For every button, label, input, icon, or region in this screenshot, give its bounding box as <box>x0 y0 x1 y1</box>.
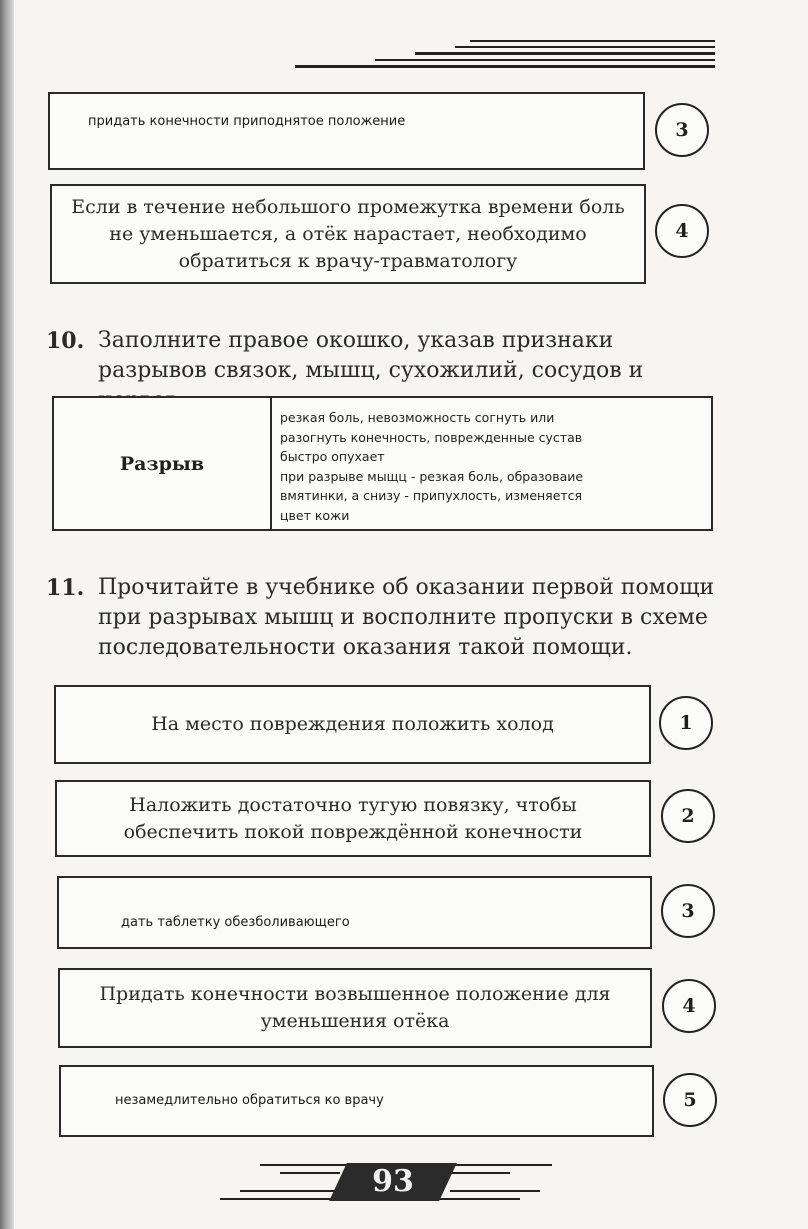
answer-line: при разрыве мыщц - резкая боль, образоваие <box>280 468 584 484</box>
page-number: 93 <box>372 1164 414 1199</box>
answer-line: разогнуть конечность, поврежденные сустав <box>280 429 583 445</box>
step-box-4 <box>58 968 652 1048</box>
step-number-circle: 3 <box>661 884 715 938</box>
answer-cell[interactable] <box>271 397 712 530</box>
step-box-4-top <box>50 184 646 284</box>
header-decoration <box>295 36 715 70</box>
step-box-1 <box>54 685 651 764</box>
step-text: Придать конечности возвышенное положение для уменьшения отёка <box>99 983 611 1032</box>
answer-text: незамедлительно обратиться ко врачу <box>115 1093 384 1108</box>
task-text: Заполните правое окошко, указав признаки разрывов связок, мышц, сухожилий, сосудов и <box>98 328 644 383</box>
page-edge-shadow <box>0 0 14 1229</box>
answer-line: цвет кожи <box>280 507 350 523</box>
step-number-circle: 1 <box>659 696 713 750</box>
step-number-circle: 4 <box>655 204 709 258</box>
task-10 <box>46 326 726 390</box>
page-footer <box>220 1158 560 1204</box>
step-number-circle: 3 <box>655 103 709 157</box>
answer-line: резкая боль, невозможность согнуть или <box>280 410 555 425</box>
step-number-circle: 2 <box>661 789 715 843</box>
answer-line: быстро опухает <box>280 449 385 464</box>
rupture-table <box>52 396 713 531</box>
step-number-circle: 4 <box>662 979 716 1033</box>
step-number-circle: 5 <box>663 1073 717 1127</box>
table-header: Разрыв <box>53 397 271 530</box>
answer-text: дать таблетку обезболивающего <box>121 915 350 930</box>
answer-line: вмятинки, а снизу - припухлость, изменяется <box>280 488 583 503</box>
step-box-2 <box>55 780 651 857</box>
step-text: Наложить достаточно тугую повязку, чтобы обеспечить покой повреждённой конечности <box>123 793 583 843</box>
step-box-3[interactable] <box>57 876 652 949</box>
task-number: 11. <box>46 575 85 601</box>
step-text: Если в течение небольшого промежутка времени боль не уменьшается, а отёк нарастает, необходимо обратиться к врачу-травматологу <box>71 195 625 272</box>
task-number: 10. <box>46 328 85 354</box>
task-11 <box>46 573 736 667</box>
step-box-3-top <box>48 92 645 170</box>
task-text: Прочитайте в учебнике об оказании первой помощи при разрывах мышц и восполните пропуски в схеме последовательности оказания такой помощи. <box>98 575 715 660</box>
step-box-5[interactable] <box>59 1065 654 1137</box>
step-text: На место повреждения положить холод <box>151 713 554 735</box>
answer-text: придать конечности приподнятое положение <box>88 114 406 129</box>
